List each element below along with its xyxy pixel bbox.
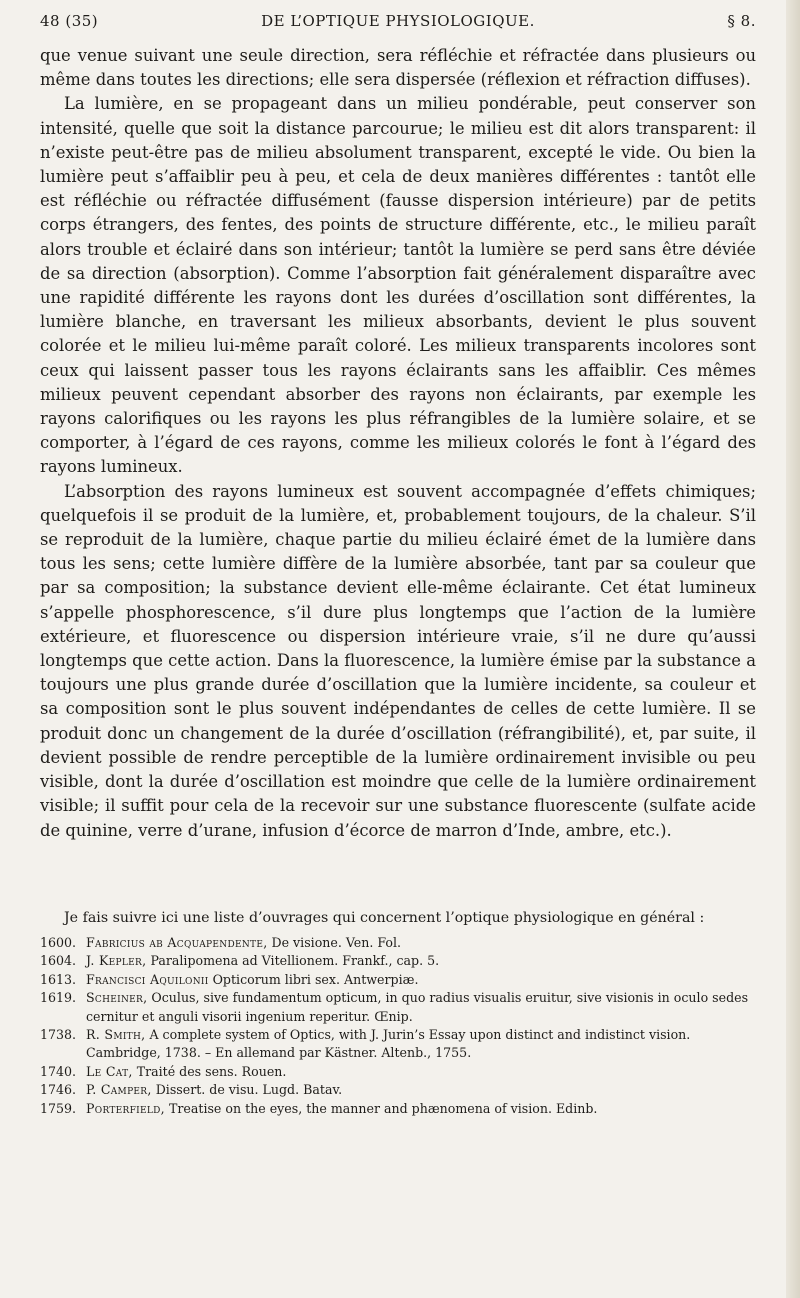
- paragraph: que venue suivant une seule direction, sera réfléchie et réfractée dans plusieurs ou même dans toutes les directions; elle sera dispersée (réflexion et réfraction diffuses).: [40, 46, 756, 90]
- book-page: [40, 0, 756, 1298]
- page-edge: [786, 0, 800, 1298]
- entry-text: Treatise on the eyes, the manner and phænomena of vision. Edinb.: [165, 1100, 598, 1116]
- running-header: [40, 12, 756, 38]
- entry-text: Oculus, sive fundamentum opticum, in quo radius visualis eruitur, sive visionis in oculo sedes cernitur et anguli visorii ingenium reperitur. Œnip.: [86, 990, 749, 1024]
- entry-text: De visione. Ven. Fol.: [267, 935, 402, 950]
- bibliography-entry: [40, 989, 756, 1026]
- entry-author: Scheiner,: [86, 990, 148, 1006]
- entry-year: 1740.: [40, 1063, 77, 1079]
- paragraph: L’absorption des rayons lumineux est souvent accompagnée d’effets chimiques; quelquefois il se produit de la lumière, et, probablement toujours, de la chaleur. S’il se reproduit de la lumière, chaque partie du milieu éclairé émet de la lumière dans tous les sens; cette lumière diffère de la lumière absorbée, tant par sa couleur que par sa composition; la substance devient elle-même éclairante. Cet état lumineux s’appelle phosphorescence, s’il dure plus longtemps que l’action de la lumière extérieure, et fluorescence ou dispersion intérieure vraie, s’il ne dure qu’aussi longtemps que cette action. Dans la fluorescence, la lumière émise par la substance a toujours une plus grande durée d’oscillation que la lumière incidente, sa couleur et sa composition sont le plus souvent indépendantes de celles de cette lumière. Il se produit donc un changement de la durée d’oscillation (réfrangibilité), et, par suite, il devient possible de rendre perceptible de la lumière ordinairement invisible ou peu visible, dont la durée d’oscillation est moindre que celle de la lumière ordinairement visible; il suffit pour cela de la recevoir sur une substance fluorescente (sulfate acide de quinine, verre d’urane, infusion d’écorce de marron d’Inde, ambre, etc.).: [40, 481, 756, 840]
- entry-year: 1746.: [40, 1082, 77, 1098]
- bibliography-entry: [40, 952, 756, 970]
- bibliography-entry: [40, 1063, 756, 1081]
- entry-text: Paralipomena ad Vitellionem. Frankf., cap. 5.: [146, 953, 440, 969]
- running-title: DE L’OPTIQUE PHYSIOLOGIQUE.: [261, 12, 535, 30]
- entry-author: Francisci Aquilonii: [86, 971, 209, 987]
- entry-year: 1613.: [40, 971, 77, 987]
- entry-author: Le Cat,: [86, 1063, 133, 1079]
- page-number: 48 (35): [40, 12, 99, 30]
- entry-year: 1619.: [40, 990, 77, 1006]
- paragraph: La lumière, en se propageant dans un milieu pondérable, peut conserver son intensité, quelle que soit la distance parcourue; le milieu est dit alors transparent: il n’existe peut-être pas de milieu absolument transparent, excepté le vide. Ou bien la lumière peut s’affaiblir peu à peu, et cela de deux manières différentes : tantôt elle est réfléchie ou réfractée diffusément (fausse dispersion intérieure) par de petits corps étrangers, des fentes, des points de structure différente, etc., le milieu paraît alors trouble et éclairé dans son intérieur; tantôt la lumière se perd sans être déviée de sa direction (absorption). Comme l’absorption fait généralement disparaître avec une rapidité différente les rayons dont les durées d’oscillation sont différentes, la lumière blanche, en traversant les milieux absorbants, devient le plus souvent colorée et le milieu lui-même paraît coloré. Les milieux transparents incolores sont ceux qui laissent passer tous les rayons éclairants sans les affaiblir. Ces mêmes milieux peuvent cependant absorber des rayons non éclairants, par exemple les rayons calorifiques ou les rayons les plus réfrangibles de la lumière solaire, et se comporter, à l’égard de ces rayons, comme les milieux colorés le font à l’égard des rayons lumineux.: [40, 94, 756, 477]
- entry-author: Porterfield,: [86, 1100, 165, 1116]
- entry-text: Dissert. de visu. Lugd. Batav.: [151, 1082, 343, 1098]
- entry-year: 1600.: [40, 935, 77, 950]
- entry-author: J. Kepler,: [86, 953, 147, 969]
- entry-text: A complete system of Optics, with J. Jurin’s Essay upon distinct and indistinct vision. Cambridge, 1738. – En allemand par Kästner. Altenb., 1755.: [86, 1027, 691, 1061]
- entry-year: 1604.: [40, 953, 77, 969]
- bibliography-entry: [40, 1026, 756, 1063]
- bibliography-list: [40, 934, 756, 1118]
- entry-author: R. Smith,: [86, 1027, 146, 1043]
- entry-author: P. Camper,: [86, 1082, 152, 1098]
- entry-author: Fabricius ab Acquapendente,: [86, 935, 268, 950]
- section-number: § 8.: [727, 12, 756, 30]
- entry-text: Opticorum libri sex. Antwerpiæ.: [208, 971, 419, 987]
- bibliography-entry: [40, 934, 756, 952]
- entry-year: 1738.: [40, 1027, 77, 1043]
- entry-year: 1759.: [40, 1100, 77, 1116]
- body-text: [40, 44, 756, 843]
- entry-text: Traité des sens. Rouen.: [132, 1063, 287, 1079]
- bibliography-entry: [40, 1081, 756, 1099]
- bibliography-entry: [40, 971, 756, 989]
- bibliography-entry: [40, 1100, 756, 1118]
- bibliography-intro: Je fais suivre ici une liste d’ouvrages qui concernent l’optique physiologique en général :: [64, 910, 705, 926]
